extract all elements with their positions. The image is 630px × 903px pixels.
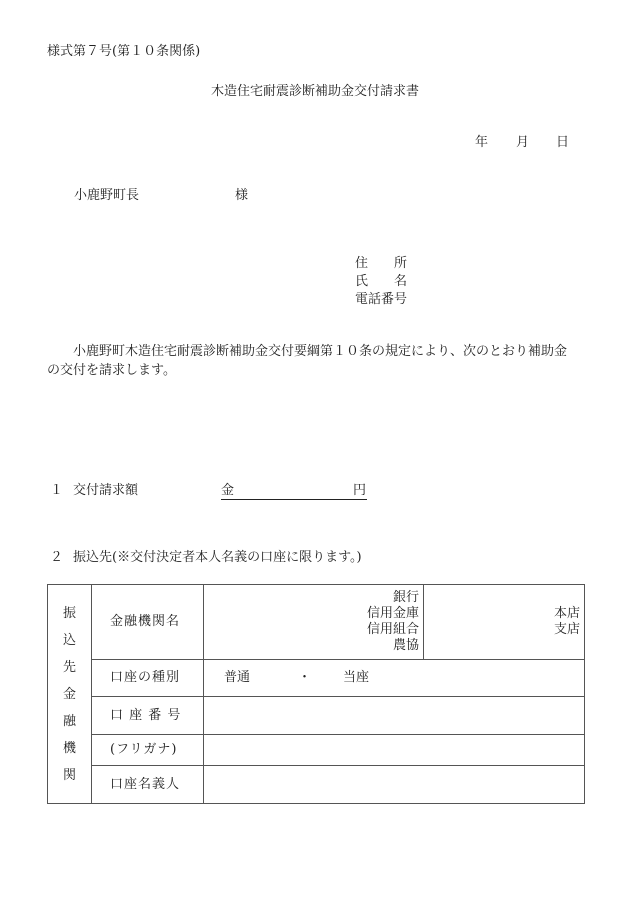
applicant-address-label: 住 所	[355, 256, 408, 271]
item1-label: 交付請求額	[73, 483, 139, 498]
vertical-char: 先	[62, 659, 76, 675]
date-day-label: 日	[556, 135, 570, 150]
account-holder-field[interactable]	[204, 766, 585, 804]
vertical-char: 込	[62, 632, 76, 648]
body-text-line2: の交付を請求します。	[47, 363, 176, 378]
institution-type-bank: 銀行	[392, 590, 419, 605]
account-holder-label: 口座名義人	[92, 766, 204, 804]
institution-type-shinkin: 信用金庫	[366, 606, 419, 621]
recipient-name: 小鹿野町長	[74, 188, 140, 203]
account-type-current[interactable]: 当座	[343, 670, 370, 685]
amount-prefix: 金	[221, 483, 235, 498]
institution-name-label: 金融機関名	[92, 585, 204, 660]
amount-field[interactable]	[221, 483, 367, 500]
institution-type-shinkumi: 信用組合	[366, 622, 419, 637]
branch-type-main: 本店	[553, 606, 580, 621]
furigana-label: (フリガナ)	[92, 735, 204, 766]
document-title: 木造住宅耐震診断補助金交付請求書	[210, 84, 419, 99]
bank-info-table	[47, 584, 585, 804]
vertical-char: 振	[62, 605, 76, 621]
furigana-field[interactable]	[204, 735, 585, 766]
vertical-char: 機	[62, 740, 76, 756]
account-number-field[interactable]	[204, 697, 585, 735]
item2-label: 振込先(※交付決定者本人名義の口座に限ります。)	[73, 550, 362, 565]
vertical-char: 融	[62, 713, 76, 729]
account-type-field[interactable]	[204, 660, 585, 697]
account-type-ordinary[interactable]: 普通	[224, 670, 251, 685]
account-number-label: 口 座 番 号	[92, 697, 204, 735]
applicant-phone-label: 電話番号	[355, 292, 408, 307]
branch-type-branch: 支店	[553, 622, 580, 637]
item2-number: ２	[50, 550, 64, 565]
institution-type-nokyo: 農協	[392, 638, 419, 653]
vertical-char: 関	[62, 767, 76, 783]
amount-unit: 円	[352, 483, 366, 498]
date-month-label: 月	[516, 135, 530, 150]
body-text-line1: 小鹿野町木造住宅耐震診断補助金交付要綱第１０条の規定により、次のとおり補助金	[73, 344, 568, 359]
date-year-label: 年	[475, 135, 489, 150]
institution-name-field[interactable]	[204, 585, 424, 660]
branch-name-field[interactable]	[424, 585, 585, 660]
recipient-honorific: 様	[235, 188, 249, 203]
form-number: 様式第７号(第１０条関係)	[47, 44, 201, 59]
account-type-label: 口座の種別	[92, 660, 204, 697]
account-type-separator: ・	[298, 670, 312, 685]
vertical-header	[48, 585, 92, 804]
vertical-char: 金	[62, 686, 76, 702]
applicant-name-label: 氏 名	[355, 274, 408, 289]
item1-number: １	[50, 483, 64, 498]
